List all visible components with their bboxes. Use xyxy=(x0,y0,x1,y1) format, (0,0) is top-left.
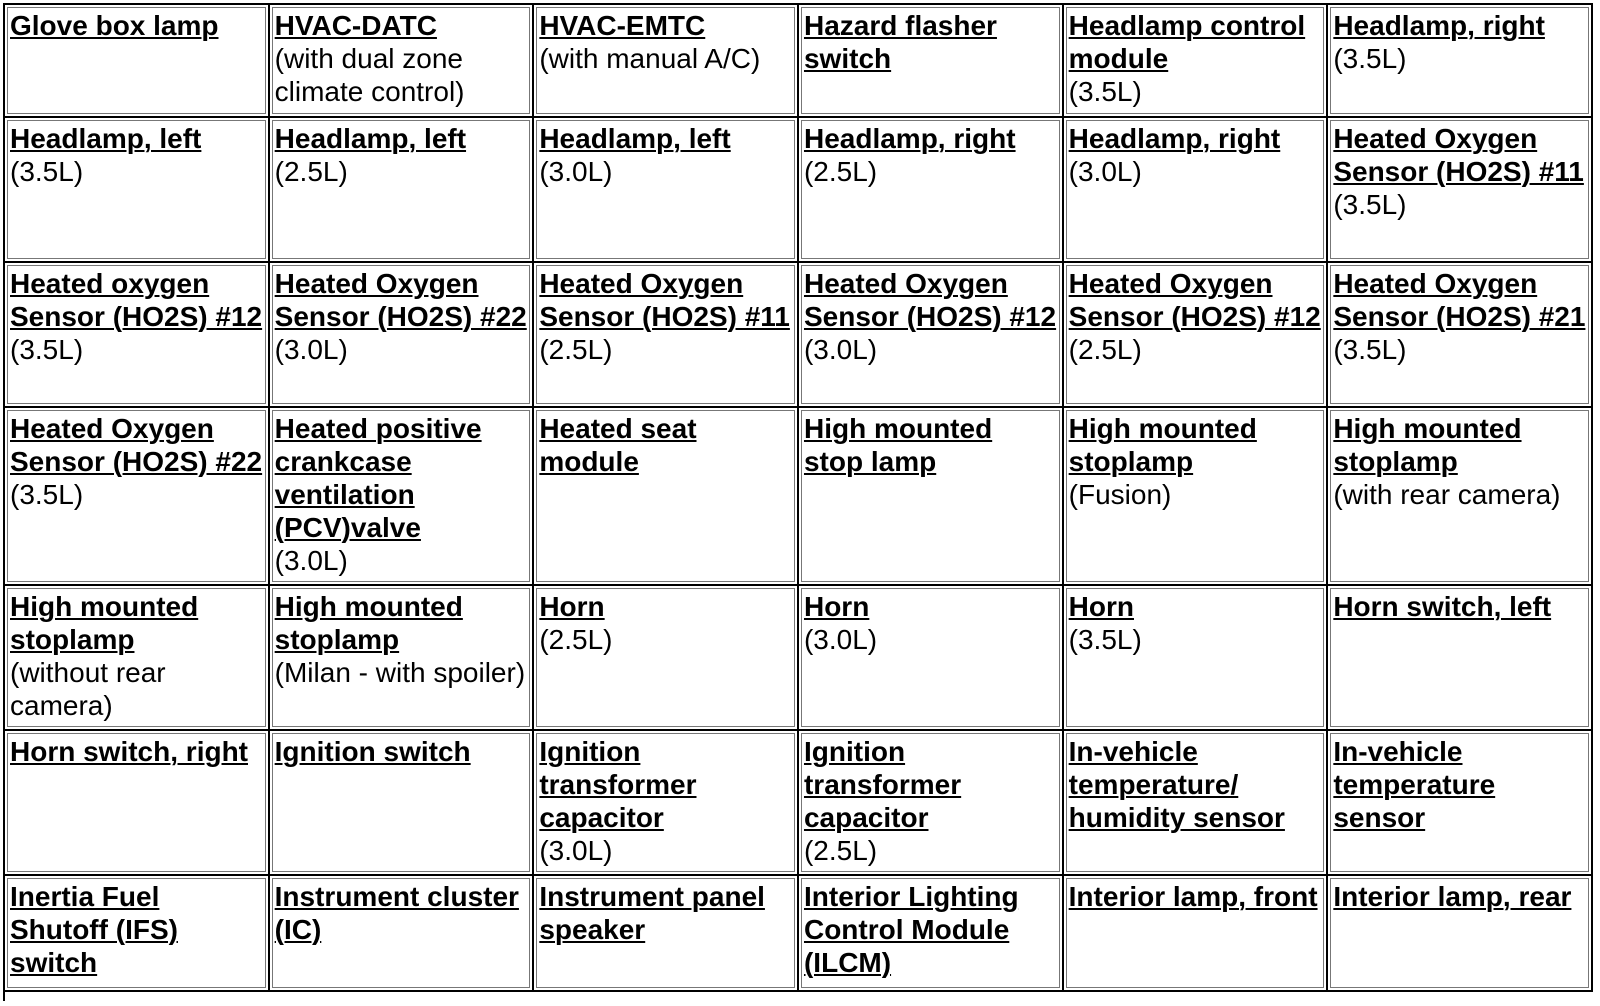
component-index-table xyxy=(3,3,1593,1001)
component-link[interactable]: Horn switch, left xyxy=(1333,591,1552,622)
component-link[interactable]: High mounted stoplamp xyxy=(1333,413,1522,477)
component-link[interactable]: HVAC-EMTC xyxy=(539,10,706,41)
component-note: (3.0L) xyxy=(274,545,348,576)
component-link[interactable]: Heated Oxygen Sensor (HO2S) #22 xyxy=(10,413,263,477)
table-cell xyxy=(270,586,535,731)
table-cell xyxy=(1328,586,1593,731)
table-cell xyxy=(1328,5,1593,118)
table-cell xyxy=(1064,731,1329,876)
table-cell xyxy=(1328,118,1593,263)
component-note: (3.5L) xyxy=(10,156,84,187)
component-link[interactable]: Horn xyxy=(1068,591,1134,622)
table-cell xyxy=(1328,263,1593,408)
component-note: (3.0L) xyxy=(803,334,878,365)
component-note: (without rear camera) xyxy=(10,657,166,721)
table-cell xyxy=(270,5,535,118)
component-link[interactable]: Instrument cluster (IC) xyxy=(274,881,519,945)
component-link[interactable]: Ignition transformer capacitor xyxy=(803,736,962,833)
component-link[interactable]: High mounted stoplamp xyxy=(10,591,199,655)
table-cell xyxy=(1064,263,1329,408)
component-note: (with rear camera) xyxy=(1333,479,1561,510)
component-link[interactable]: Heated Oxygen Sensor (HO2S) #12 xyxy=(1068,268,1321,332)
table-cell xyxy=(5,408,270,586)
component-link[interactable]: Headlamp, left xyxy=(274,123,467,154)
table-cell xyxy=(534,118,799,263)
component-note: (2.5L) xyxy=(539,624,613,655)
component-note: (2.5L) xyxy=(803,156,878,187)
component-note: (3.0L) xyxy=(1068,156,1142,187)
component-note: (3.5L) xyxy=(1333,334,1407,365)
component-link[interactable]: HVAC-DATC xyxy=(274,10,437,41)
component-link[interactable]: Heated Oxygen Sensor (HO2S) #12 xyxy=(803,268,1057,332)
component-link[interactable]: High mounted stop lamp xyxy=(803,413,993,477)
table-cell xyxy=(5,5,270,118)
table-cell xyxy=(1064,118,1329,263)
component-link[interactable]: Heated Oxygen Sensor (HO2S) #22 xyxy=(274,268,527,332)
component-link[interactable]: Hazard flasher switch xyxy=(803,10,997,74)
component-note: (2.5L) xyxy=(1068,334,1142,365)
component-note: (with manual A/C) xyxy=(539,43,761,74)
table-cell xyxy=(1328,731,1593,876)
table-cell xyxy=(534,263,799,408)
table-cell xyxy=(534,876,799,992)
table-cell xyxy=(1064,5,1329,118)
component-link[interactable]: Heated positive crankcase ventilation (PCV)valve xyxy=(274,413,482,543)
component-link[interactable]: Heated Oxygen Sensor (HO2S) #11 xyxy=(1333,123,1584,187)
component-link[interactable]: Inertia Fuel Shutoff (IFS) switch xyxy=(10,881,178,978)
table-cell xyxy=(534,5,799,118)
component-note: (3.0L) xyxy=(803,624,878,655)
table-cell xyxy=(270,731,535,876)
component-note: (2.5L) xyxy=(274,156,348,187)
component-note: (3.5L) xyxy=(1333,189,1407,220)
component-link[interactable]: Heated oxygen Sensor (HO2S) #12 xyxy=(10,268,263,332)
component-link[interactable]: High mounted stoplamp xyxy=(274,591,463,655)
table-cell xyxy=(799,586,1064,731)
component-note: (3.0L) xyxy=(539,156,613,187)
component-note: (3.5L) xyxy=(1068,624,1142,655)
table-cell xyxy=(799,263,1064,408)
component-link[interactable]: In-vehicle temperature/ humidity sensor xyxy=(1068,736,1285,833)
component-note: (3.5L) xyxy=(10,334,84,365)
component-link[interactable]: Horn xyxy=(803,591,870,622)
table-cell xyxy=(5,586,270,731)
table-cell xyxy=(5,118,270,263)
component-link[interactable]: Ignition transformer capacitor xyxy=(539,736,697,833)
table-cell xyxy=(1064,408,1329,586)
table-cell xyxy=(270,408,535,586)
table-cell xyxy=(5,263,270,408)
table-cell xyxy=(534,731,799,876)
table-cell xyxy=(5,731,270,876)
component-note: (Milan - with spoiler) xyxy=(274,657,526,688)
component-link[interactable]: Heated seat module xyxy=(539,413,697,477)
component-link[interactable]: In-vehicle temperature sensor xyxy=(1333,736,1496,833)
component-link[interactable]: Heated Oxygen Sensor (HO2S) #11 xyxy=(539,268,790,332)
component-note: (2.5L) xyxy=(539,334,613,365)
component-note: (3.5L) xyxy=(1333,43,1407,74)
component-link[interactable]: Interior lamp, front xyxy=(1068,881,1318,912)
component-note: (3.5L) xyxy=(1068,76,1142,107)
table-cell xyxy=(5,876,270,992)
table-cell xyxy=(799,5,1064,118)
component-link[interactable]: Headlamp, right xyxy=(803,123,1016,154)
table-cell xyxy=(1328,408,1593,586)
component-link[interactable]: Horn switch, right xyxy=(10,736,248,767)
table-cell xyxy=(799,876,1064,992)
component-link[interactable]: Headlamp, left xyxy=(539,123,731,154)
component-link[interactable]: Glove box lamp xyxy=(10,10,219,41)
table-cell xyxy=(799,731,1064,876)
component-link[interactable]: Instrument panel speaker xyxy=(539,881,765,945)
component-link[interactable]: Headlamp control module xyxy=(1068,10,1306,74)
component-link[interactable]: Headlamp, right xyxy=(1068,123,1281,154)
table-cell xyxy=(270,118,535,263)
table-cell xyxy=(799,408,1064,586)
table-cell xyxy=(534,408,799,586)
component-note: (3.0L) xyxy=(539,835,613,866)
component-note: (3.0L) xyxy=(274,334,348,365)
component-link[interactable]: Heated Oxygen Sensor (HO2S) #21 xyxy=(1333,268,1586,332)
component-link[interactable]: Headlamp, left xyxy=(10,123,202,154)
component-note: (with dual zone climate control) xyxy=(274,43,465,107)
component-note: (3.5L) xyxy=(10,479,84,510)
component-note: (Fusion) xyxy=(1068,479,1172,510)
component-link[interactable]: Interior Lighting Control Module (ILCM) xyxy=(803,881,1019,978)
table-cell xyxy=(1064,586,1329,731)
component-link[interactable]: High mounted stoplamp xyxy=(1068,413,1257,477)
table-cell xyxy=(534,586,799,731)
table-cell xyxy=(1064,876,1329,992)
table-cell xyxy=(1328,876,1593,992)
component-link[interactable]: Horn xyxy=(539,591,605,622)
component-link[interactable]: Interior lamp, rear xyxy=(1333,881,1572,912)
component-link[interactable]: Headlamp, right xyxy=(1333,10,1545,41)
component-link[interactable]: Ignition switch xyxy=(274,736,471,767)
table-cell xyxy=(799,118,1064,263)
component-note: (2.5L) xyxy=(803,835,878,866)
table-cell xyxy=(270,876,535,992)
table-cell xyxy=(270,263,535,408)
